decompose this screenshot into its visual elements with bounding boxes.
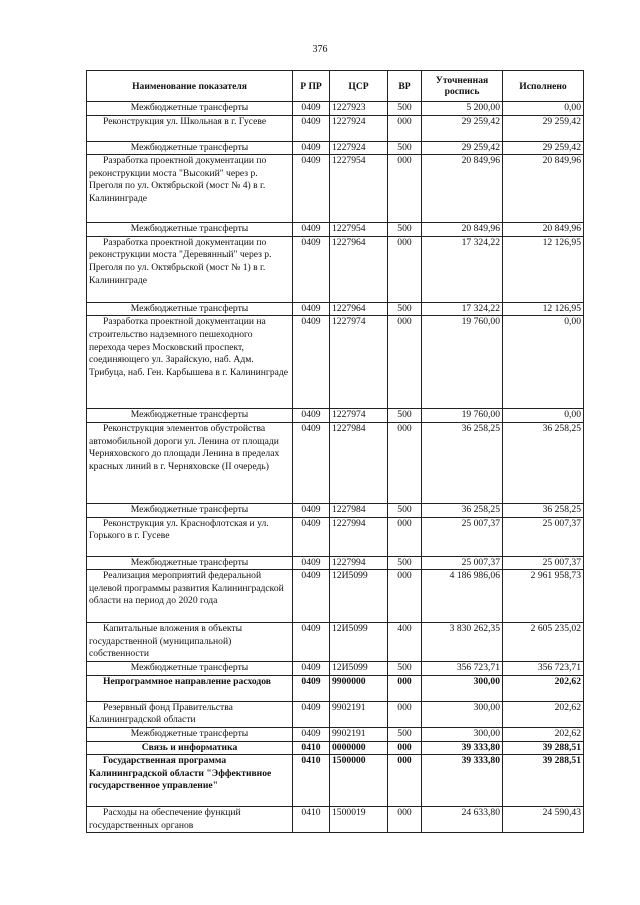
row-label: Межбюджетные трансферты [130, 556, 249, 568]
cell-name [87, 623, 293, 662]
table-row [87, 302, 584, 316]
cell-plan: 29 259,42 [422, 141, 503, 155]
cell-rpr: 0409 [293, 556, 330, 570]
cell-plan: 20 849,96 [422, 223, 503, 237]
table-row [87, 741, 584, 755]
cell-name [87, 409, 293, 423]
row-label: Межбюджетные трансферты [130, 409, 249, 421]
table-row [87, 701, 584, 727]
cell-vr: 000 [388, 517, 422, 556]
table-row [87, 662, 584, 676]
table-row [87, 409, 584, 423]
table-body [87, 102, 584, 833]
cell-name [87, 316, 293, 409]
cell-plan: 29 259,42 [422, 115, 503, 141]
row-label: Реконструкция элементов обустройства автомобильной дороги ул. Ленина от площади Черняховского до площади Ленина в пределах красных линий в г. Черняховске (II очередь) [89, 422, 280, 472]
cell-done: 25 007,37 [503, 517, 584, 556]
cell-csr: 1227924 [330, 141, 388, 155]
row-label: Разработка проектной документации на строительство надземного пешеходного перехода через Московский проспект, соединяющего ул. Зарайскую, наб. Адм. Трибуца, наб. Ген. Карбышева в г. Калининграде [89, 316, 289, 378]
cell-plan: 36 258,25 [422, 422, 503, 503]
cell-plan: 5 200,00 [422, 102, 503, 116]
cell-plan: 17 324,22 [422, 302, 503, 316]
cell-vr: 500 [388, 141, 422, 155]
cell-done: 25 007,37 [503, 556, 584, 570]
cell-rpr: 0409 [293, 409, 330, 423]
cell-csr: 1500000 [330, 755, 388, 807]
cell-vr: 000 [388, 675, 422, 701]
header-name: Наименование показателя [87, 71, 293, 102]
cell-vr: 500 [388, 503, 422, 517]
cell-plan: 3 830 262,35 [422, 623, 503, 662]
table-header-row [87, 71, 584, 102]
cell-vr: 000 [388, 701, 422, 727]
table-row [87, 503, 584, 517]
table-row [87, 675, 584, 701]
cell-name [87, 727, 293, 741]
cell-name [87, 223, 293, 237]
cell-vr: 500 [388, 662, 422, 676]
cell-rpr: 0409 [293, 727, 330, 741]
cell-rpr: 0409 [293, 623, 330, 662]
cell-name [87, 755, 293, 807]
cell-rpr: 0409 [293, 102, 330, 116]
cell-name [87, 741, 293, 755]
cell-done: 0,00 [503, 316, 584, 409]
cell-rpr: 0409 [293, 662, 330, 676]
cell-plan: 39 333,80 [422, 755, 503, 807]
cell-done: 24 590,43 [503, 807, 584, 833]
cell-vr: 500 [388, 556, 422, 570]
cell-done: 20 849,96 [503, 155, 584, 223]
page-number: 376 [312, 44, 328, 55]
cell-done: 29 259,42 [503, 141, 584, 155]
cell-plan: 4 186 986,06 [422, 570, 503, 623]
cell-vr: 500 [388, 409, 422, 423]
row-label: Межбюджетные трансферты [130, 141, 249, 153]
cell-plan: 25 007,37 [422, 517, 503, 556]
cell-name [87, 102, 293, 116]
cell-vr: 000 [388, 570, 422, 623]
row-label: Связь и информатика [141, 741, 238, 753]
cell-name [87, 701, 293, 727]
cell-vr: 000 [388, 741, 422, 755]
cell-done: 0,00 [503, 409, 584, 423]
cell-rpr: 0409 [293, 517, 330, 556]
cell-plan: 17 324,22 [422, 236, 503, 302]
header-vr: ВР [388, 71, 422, 102]
row-label: Реконструкция ул. Школьная в г. Гусеве [103, 115, 267, 127]
table-row [87, 623, 584, 662]
cell-done: 2 961 958,73 [503, 570, 584, 623]
table-row [87, 236, 584, 302]
cell-csr: 9902191 [330, 701, 388, 727]
row-label: Резервный фонд Правительства Калининградской области [89, 701, 233, 726]
cell-csr: 1227964 [330, 302, 388, 316]
table-row [87, 223, 584, 237]
cell-csr: 1227923 [330, 102, 388, 116]
cell-done: 36 258,25 [503, 503, 584, 517]
cell-done: 12 126,95 [503, 236, 584, 302]
cell-name [87, 662, 293, 676]
cell-name [87, 807, 293, 833]
table-row [87, 141, 584, 155]
cell-rpr: 0410 [293, 807, 330, 833]
cell-csr: 1227994 [330, 556, 388, 570]
header-done: Исполнено [503, 71, 584, 102]
cell-vr: 000 [388, 422, 422, 503]
cell-vr: 500 [388, 727, 422, 741]
cell-rpr: 0409 [293, 503, 330, 517]
table-row [87, 755, 584, 807]
row-label: Межбюджетные трансферты [130, 503, 249, 515]
row-label: Непрограммное направление расходов [103, 675, 271, 687]
cell-csr: 1227984 [330, 503, 388, 517]
table-row [87, 102, 584, 116]
cell-name [87, 155, 293, 223]
row-label: Реконструкция ул. Краснофлотская и ул. Горького в г. Гусеве [89, 517, 269, 542]
cell-plan: 300,00 [422, 701, 503, 727]
cell-csr: 1227924 [330, 115, 388, 141]
cell-done: 2 605 235,02 [503, 623, 584, 662]
cell-done: 202,62 [503, 701, 584, 727]
cell-name [87, 570, 293, 623]
cell-name [87, 115, 293, 141]
row-label: Расходы на обеспечение функций государственных органов [89, 807, 241, 831]
cell-csr: 1227954 [330, 155, 388, 223]
cell-vr: 500 [388, 102, 422, 116]
row-label: Межбюджетные трансферты [130, 727, 249, 739]
cell-done: 12 126,95 [503, 302, 584, 316]
cell-vr: 500 [388, 302, 422, 316]
cell-rpr: 0409 [293, 316, 330, 409]
cell-plan: 356 723,71 [422, 662, 503, 676]
cell-name [87, 517, 293, 556]
cell-vr: 500 [388, 223, 422, 237]
cell-done: 0,00 [503, 102, 584, 116]
cell-plan: 300,00 [422, 675, 503, 701]
table-row [87, 570, 584, 623]
cell-name [87, 556, 293, 570]
cell-rpr: 0409 [293, 675, 330, 701]
cell-rpr: 0409 [293, 141, 330, 155]
cell-csr: 1227984 [330, 422, 388, 503]
cell-csr: 0000000 [330, 741, 388, 755]
cell-done: 39 288,51 [503, 755, 584, 807]
cell-csr: 1227954 [330, 223, 388, 237]
header-plan: Уточненная роспись [422, 71, 503, 102]
table-row [87, 807, 584, 833]
cell-csr: 1227974 [330, 316, 388, 409]
row-label: Межбюджетные трансферты [130, 102, 249, 113]
cell-rpr: 0409 [293, 570, 330, 623]
cell-plan: 20 849,96 [422, 155, 503, 223]
cell-plan: 36 258,25 [422, 503, 503, 517]
cell-csr: 9902191 [330, 727, 388, 741]
row-label: Межбюджетные трансферты [130, 662, 249, 674]
cell-rpr: 0409 [293, 115, 330, 141]
cell-rpr: 0410 [293, 755, 330, 807]
cell-plan: 300,00 [422, 727, 503, 741]
cell-done: 202,62 [503, 727, 584, 741]
table-row [87, 422, 584, 503]
row-label: Межбюджетные трансферты [130, 302, 249, 314]
cell-csr: 1227994 [330, 517, 388, 556]
cell-csr: 1227964 [330, 236, 388, 302]
table-row [87, 727, 584, 741]
table-row [87, 155, 584, 223]
cell-rpr: 0409 [293, 422, 330, 503]
cell-rpr: 0410 [293, 741, 330, 755]
row-label: Реализация мероприятий федеральной целевой программы развития Калининградской области на период до 2020 года [89, 570, 284, 607]
cell-rpr: 0409 [293, 302, 330, 316]
cell-plan: 39 333,80 [422, 741, 503, 755]
cell-name [87, 675, 293, 701]
cell-csr: 1500019 [330, 807, 388, 833]
cell-plan: 19 760,00 [422, 316, 503, 409]
cell-name [87, 503, 293, 517]
cell-plan: 19 760,00 [422, 409, 503, 423]
cell-csr: 9900000 [330, 675, 388, 701]
row-label: Разработка проектной документации по реконструкции моста "Деревянный" через р. Преголя по ул. Октябрьской (мост № 1) в г. Калининграде [89, 236, 272, 286]
cell-plan: 25 007,37 [422, 556, 503, 570]
cell-name [87, 236, 293, 302]
cell-csr: 12И5099 [330, 623, 388, 662]
cell-plan: 24 633,80 [422, 807, 503, 833]
cell-rpr: 0409 [293, 223, 330, 237]
cell-vr: 000 [388, 807, 422, 833]
cell-vr: 000 [388, 115, 422, 141]
cell-csr: 12И5099 [330, 570, 388, 623]
cell-done: 36 258,25 [503, 422, 584, 503]
cell-vr: 000 [388, 316, 422, 409]
row-label: Капитальные вложения в объекты государственной (муниципальной) собственности [89, 623, 243, 660]
cell-vr: 400 [388, 623, 422, 662]
table-row [87, 115, 584, 141]
table-row [87, 316, 584, 409]
table-row [87, 517, 584, 556]
cell-rpr: 0409 [293, 236, 330, 302]
row-label: Государственная программа Калининградской области "Эффективное государственное управление" [89, 755, 272, 792]
cell-done: 20 849,96 [503, 223, 584, 237]
cell-csr: 12И5099 [330, 662, 388, 676]
cell-vr: 000 [388, 236, 422, 302]
cell-done: 39 288,51 [503, 741, 584, 755]
cell-rpr: 0409 [293, 701, 330, 727]
header-csr: ЦСР [330, 71, 388, 102]
cell-name [87, 422, 293, 503]
cell-done: 356 723,71 [503, 662, 584, 676]
row-label: Межбюджетные трансферты [130, 223, 249, 235]
cell-done: 29 259,42 [503, 115, 584, 141]
cell-vr: 000 [388, 755, 422, 807]
cell-done: 202,62 [503, 675, 584, 701]
budget-table [86, 70, 584, 833]
header-rpr: Р ПР [293, 71, 330, 102]
cell-name [87, 141, 293, 155]
row-label: Разработка проектной документации по реконструкции моста "Высокий" через р. Преголя по ул. Октябрьской (мост № 4) в г. Калининграде [89, 155, 267, 204]
table-row [87, 556, 584, 570]
cell-name [87, 302, 293, 316]
cell-csr: 1227974 [330, 409, 388, 423]
cell-vr: 000 [388, 155, 422, 223]
cell-rpr: 0409 [293, 155, 330, 223]
